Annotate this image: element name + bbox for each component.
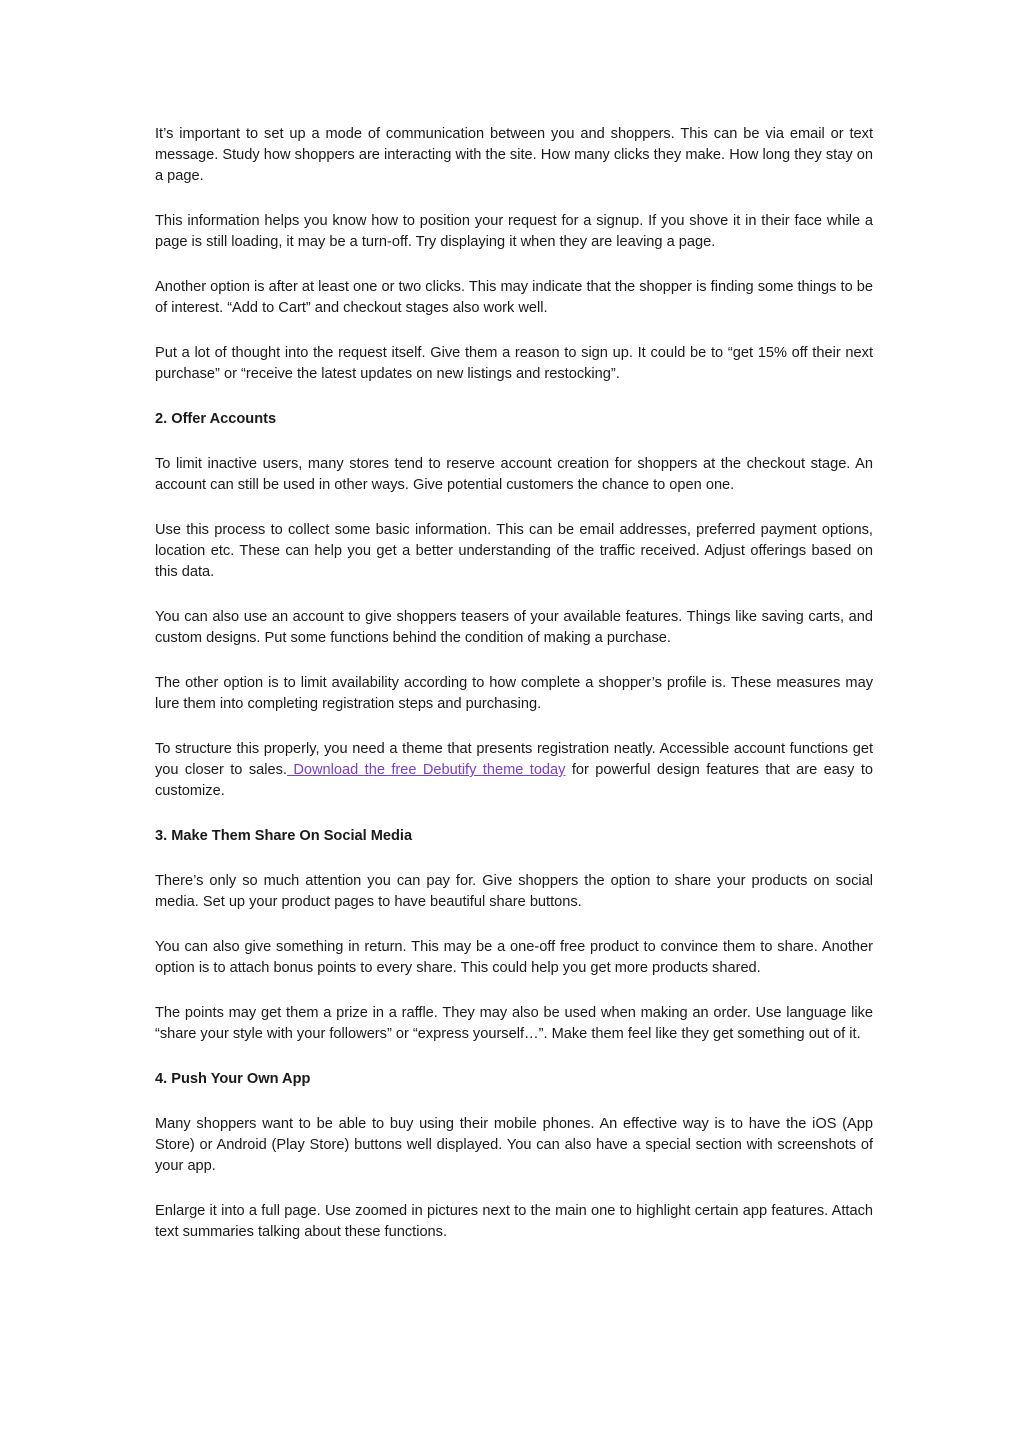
paragraph-text: To structure this properly, you need a theme that presents registration neatly. Accessible account functions get you closer to sales.	[155, 741, 873, 778]
paragraph: This information helps you know how to position your request for a signup. If you shove it in their face while a page is still loading, it may be a turn-off. Try displaying it when they are leaving a page.	[155, 213, 873, 250]
paragraph: The other option is to limit availability according to how complete a shopper’s profile is. These measures may lure them into completing registration steps and purchasing.	[155, 675, 873, 712]
paragraph: Put a lot of thought into the request itself. Give them a reason to sign up. It could be to “get 15% off their next purchase” or “receive the latest updates on new listings and restocking”.	[155, 345, 873, 382]
paragraph-text: for powerful design features that are easy to customize.	[155, 762, 874, 799]
paragraph: Enlarge it into a full page. Use zoomed in pictures next to the main one to highlight certain app features. Attach text summaries talking about these functions.	[155, 1203, 873, 1240]
paragraph: The points may get them a prize in a raffle. They may also be used when making an order. Use language like “share your style with your followers” or “express yourself…”. Make them feel like they get something out of it.	[155, 1005, 873, 1042]
paragraph: Many shoppers want to be able to buy using their mobile phones. An effective way is to have the iOS (App Store) or Android (Play Store) buttons well displayed. You can also have a special section with screenshots of your app.	[155, 1116, 873, 1174]
paragraph: Another option is after at least one or two clicks. This may indicate that the shopper is finding some things to be of interest. “Add to Cart” and checkout stages also work well.	[155, 279, 873, 316]
section-heading: 3. Make Them Share On Social Media	[155, 828, 413, 844]
document-page	[155, 124, 873, 1267]
paragraph: Use this process to collect some basic information. This can be email addresses, preferred payment options, location etc. These can help you get a better understanding of the traffic received. Adjust offerings based on this data.	[155, 522, 873, 580]
section-heading: 4. Push Your Own App	[155, 1071, 311, 1087]
paragraph-with-link	[155, 739, 873, 802]
paragraph: It’s important to set up a mode of communication between you and shoppers. This can be via email or text message. Study how shoppers are interacting with the site. How many clicks they make. How long they stay on a page.	[155, 126, 873, 184]
paragraph: You can also use an account to give shoppers teasers of your available features. Things like saving carts, and custom designs. Put some functions behind the condition of making a purchase.	[155, 609, 873, 646]
paragraph: You can also give something in return. This may be a one-off free product to convince them to share. Another option is to attach bonus points to every share. This could help you get more products shared.	[155, 939, 873, 976]
section-heading: 2. Offer Accounts	[155, 411, 277, 427]
paragraph: There’s only so much attention you can pay for. Give shoppers the option to share your products on social media. Set up your product pages to have beautiful share buttons.	[155, 873, 873, 910]
paragraph: To limit inactive users, many stores tend to reserve account creation for shoppers at the checkout stage. An account can still be used in other ways. Give potential customers the chance to open one.	[155, 456, 873, 493]
download-theme-link[interactable]: Download the free Debutify theme today	[286, 762, 566, 778]
